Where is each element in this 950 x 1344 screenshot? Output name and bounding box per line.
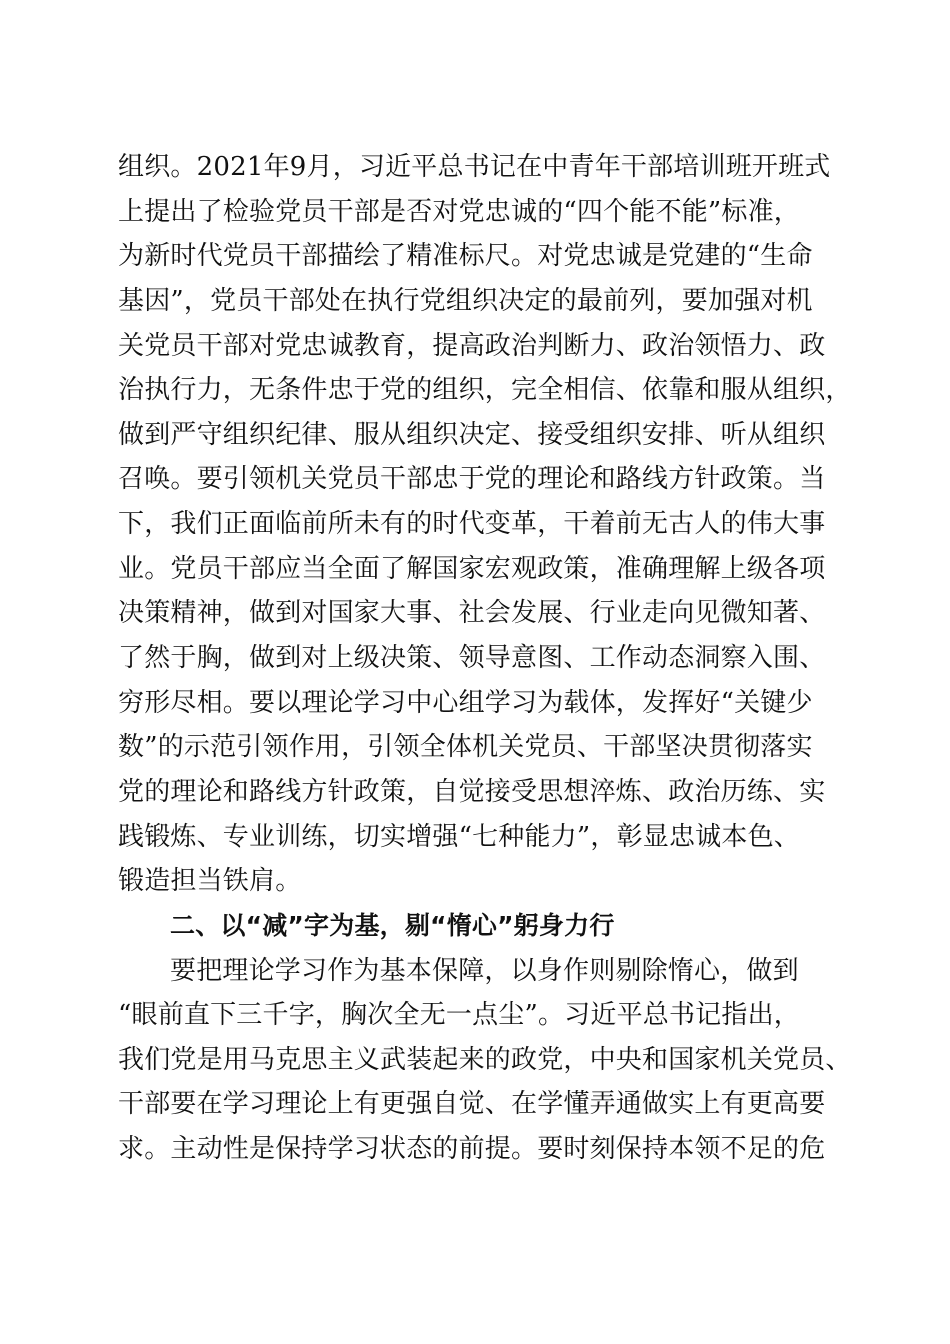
text-line: 召唤。要引领机关党员干部忠于党的理论和路线方针政策。当: [118, 464, 826, 495]
text-line: 求。主动性是保持学习状态的前提。要时刻保持本领不足的危: [118, 1134, 826, 1165]
text-line: 穷形尽相。要以理论学习中心组学习为载体，发挥好“关键少: [118, 687, 813, 718]
text-line: 治执行力，无条件忠于党的组织，完全相信、依靠和服从组织，: [118, 375, 852, 406]
text-line: 基因”，党员干部处在执行党组织决定的最前列，要加强对机: [118, 285, 813, 316]
paragraph-2: [118, 949, 852, 1172]
text-line: 决策精神，做到对国家大事、社会发展、行业走向见微知著、: [118, 598, 826, 629]
text-line: 了然于胸，做到对上级决策、领导意图、工作动态洞察入围、: [118, 643, 826, 674]
text-line: 要把理论学习作为基本保障，以身作则剔除惰心，做到: [170, 955, 799, 986]
text-line: 组织。2021年9月，习近平总书记在中青年干部培训班开班式: [118, 152, 831, 182]
text-line: 干部要在学习理论上有更强自觉、在学懂弄通做实上有更高要: [118, 1089, 826, 1120]
text-line: 为新时代党员干部描绘了精准标尺。对党忠诚是党建的“生命: [118, 241, 813, 272]
text-line: “眼前直下三千字，胸次全无一点尘”。习近平总书记指出，: [118, 1000, 800, 1031]
text-line: 践锻炼、专业训练，切实增强“七种能力”，彰显忠诚本色、: [118, 821, 800, 852]
text-line: 关党员干部对党忠诚教育，提高政治判断力、政治领悟力、政: [118, 330, 826, 361]
document-body: [118, 145, 852, 1172]
text-line: 数”的示范引领作用，引领全体机关党员、干部坚决贯彻落实: [118, 732, 813, 763]
text-line: 党的理论和路线方针政策，自觉接受思想淬炼、政治历练、实: [118, 776, 826, 807]
section-heading: 二、以“减”字为基，剔“惰心”躬身力行: [170, 910, 615, 940]
paragraph-1: [118, 145, 852, 904]
text-line: 上提出了检验党员干部是否对党忠诚的“四个能不能”标准，: [118, 196, 800, 227]
text-line: 我们党是用马克思主义武装起来的政党，中央和国家机关党员、: [118, 1044, 852, 1075]
text-line: 锻造担当铁肩。: [118, 866, 302, 897]
text-line: 做到严守组织纪律、服从组织决定、接受组织安排、听从组织: [118, 419, 826, 450]
text-line: 下，我们正面临前所未有的时代变革，干着前无古人的伟大事: [118, 509, 826, 540]
text-line: 业。党员干部应当全面了解国家宏观政策，准确理解上级各项: [118, 553, 826, 584]
